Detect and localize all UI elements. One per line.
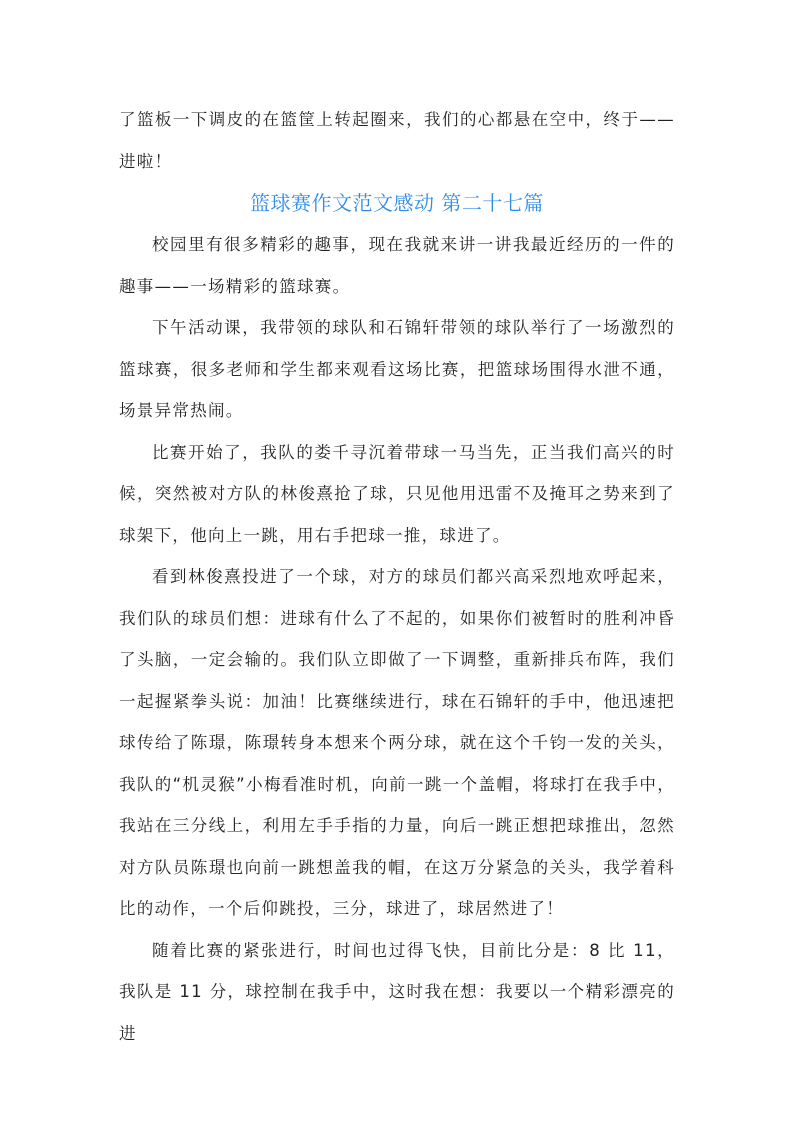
paragraph-intro: 校园里有很多精彩的趣事，现在我就来讲一讲我最近经历的一件的趣事——一场精彩的篮球赛。 xyxy=(119,235,675,296)
paragraph-activity-class: 下午活动课，我带领的球队和石锦轩带领的球队举行了一场激烈的篮球赛，很多老师和学生都来观看这场比赛，把篮球场围得水泄不通，场景异常热闹。 xyxy=(119,318,675,420)
lead-paragraph: 了篮板一下调皮的在篮筐上转起圈来，我们的心都悬在空中，终于——进啦！ xyxy=(119,110,675,171)
section-title: 篮球赛作文范文感动 第二十七篇 xyxy=(250,191,544,215)
paragraph-comeback: 看到林俊熹投进了一个球，对方的球员们都兴高采烈地欢呼起来，我们队的球员们想：进球有什么了不起的，如果你们被暂时的胜利冲昏了头脑，一定会输的。我们队立即做了一下调整，重新排兵布阵，我们一起握紧拳头说：加油！比赛继续进行，球在石锦轩的手中，他迅速把球传给了陈璟，陈璟转身本想来个两分球，就在这个千钧一发的关头，我队的“机灵猴”小梅看准时机，向前一跳一个盖帽，将球打在我手中，我站在三分线上，利用左手手指的力量，向后一跳正想把球推出，忽然对方队员陈璟也向前一跳想盖我的帽，在这万分紧急的关头，我学着科比的动作，一个后仰跳投，三分，球进了，球居然进了！ xyxy=(119,567,675,918)
paragraph-score: 随着比赛的紧张进行，时间也过得飞快，目前比分是：8 比 11，我队是 11 分，球控制在我手中，这时我在想：我要以一个精彩漂亮的进 xyxy=(119,940,675,1043)
document-body xyxy=(119,99,675,1054)
paragraph-game-start: 比赛开始了，我队的娄千寻沉着带球一马当先，正当我们高兴的时候，突然被对方队的林俊熹抢了球，只见他用迅雷不及掩耳之势来到了球架下，他向上一跳，用右手把球一推，球进了。 xyxy=(119,442,675,545)
